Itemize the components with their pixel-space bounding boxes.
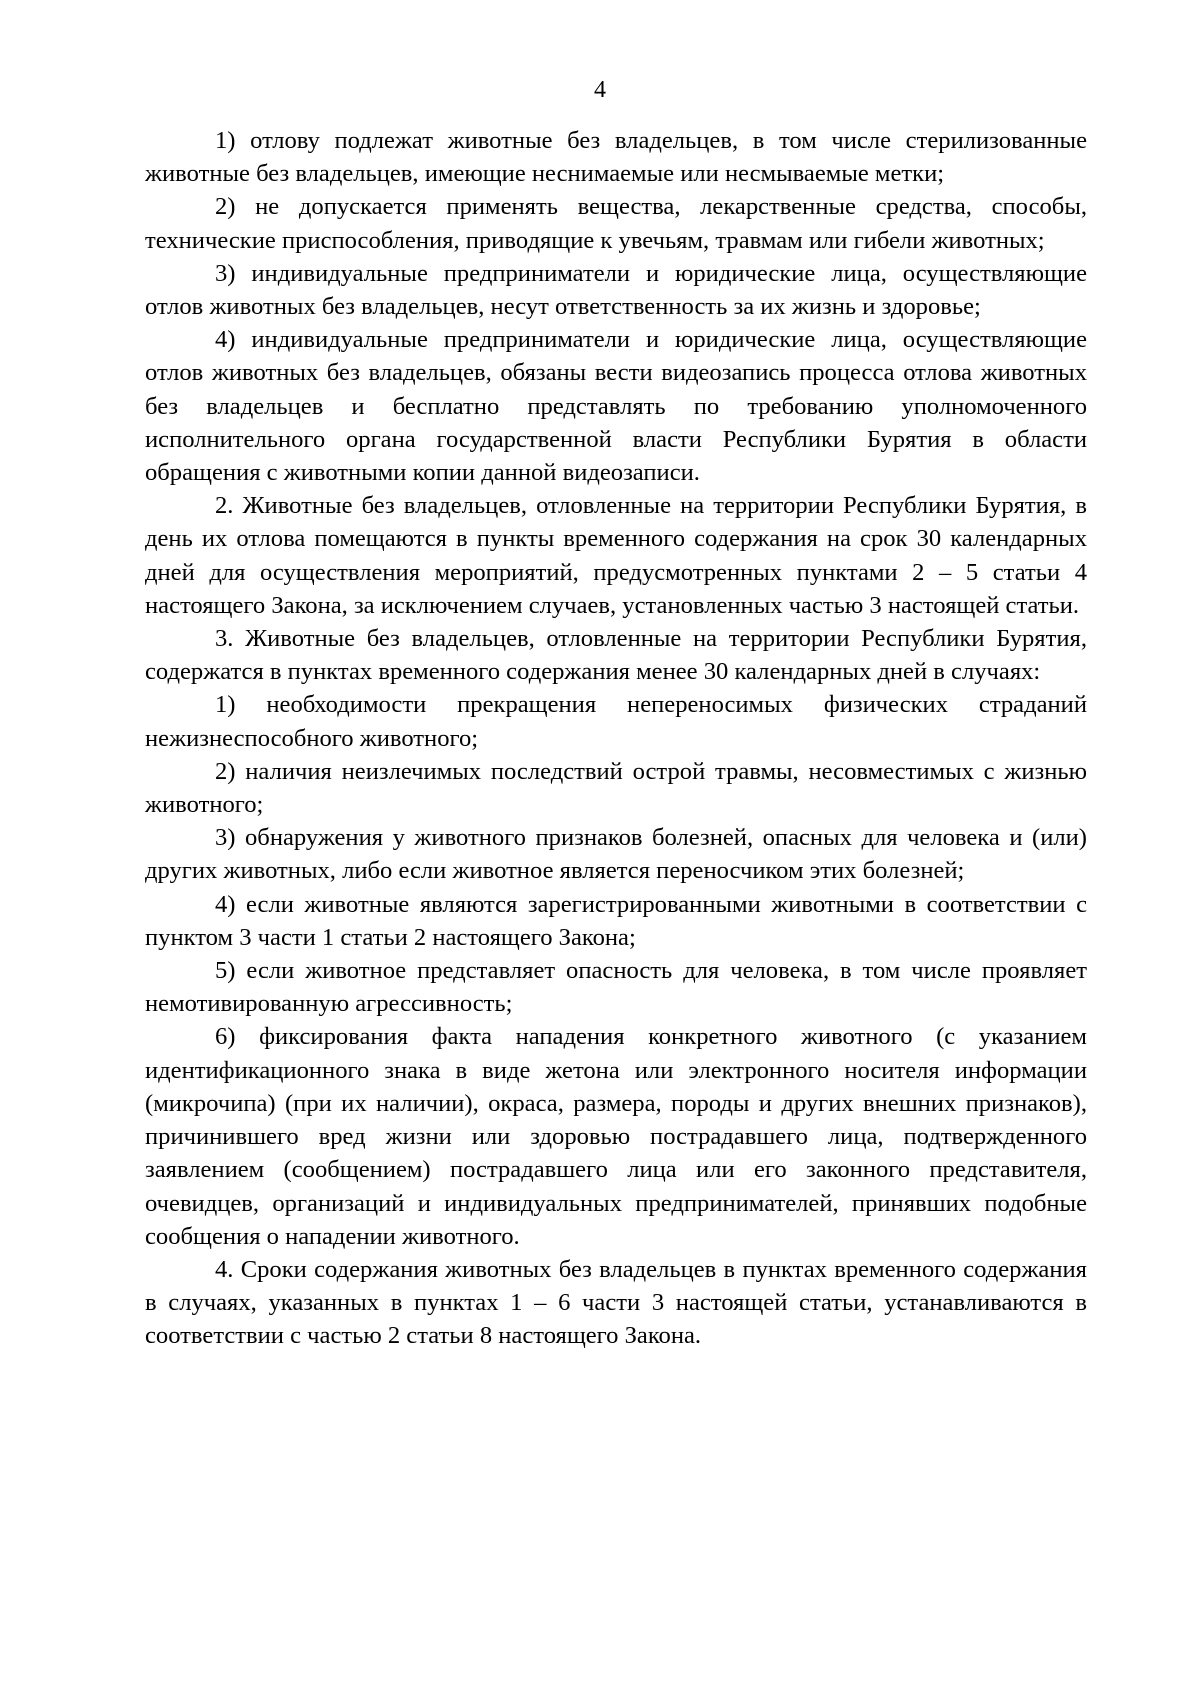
paragraph-3-1: 1) необходимости прекращения непереносимых физических страданий нежизнеспособного животного; bbox=[145, 691, 1087, 752]
paragraph-3-3: 3) обнаружения у животного признаков болезней, опасных для человека и (или) других животных, либо если животное является переносчиком этих болезней; bbox=[145, 824, 1087, 885]
paragraph-1-4: 4) индивидуальные предприниматели и юридические лица, осуществляющие отлов животных без владельцев, обязаны вести видеозапись процесса отлова животных без владельцев и бесплатно представлять по требованию уполномоченного исполнительного органа государственной власти Республики Бурятия в области обращения с животными копии данной видеозаписи. bbox=[145, 326, 1087, 487]
paragraph-3-4: 4) если животные являются зарегистрированными животными в соответствии с пунктом 3 части 1 статьи 2 настоящего Закона; bbox=[145, 890, 1087, 951]
paragraph-1-3: 3) индивидуальные предприниматели и юридические лица, осуществляющие отлов животных без владельцев, несут ответственность за их жизнь и здоровье; bbox=[145, 259, 1087, 321]
paragraph-part-4: 4. Сроки содержания животных без владельцев в пунктах временного содержания в случаях, указанных в пунктах 1 – 6 части 3 настоящей статьи, устанавливаются в соответствии с частью 2 статьи 8 настоящего Закона. bbox=[145, 1255, 1087, 1350]
page-number: 4 bbox=[594, 77, 606, 103]
paragraph-3-2: 2) наличия неизлечимых последствий острой травмы, несовместимых с жизнью животного; bbox=[145, 757, 1087, 819]
paragraph-1-2: 2) не допускается применять вещества, лекарственные средства, способы, технические приспособления, приводящие к увечьям, травмам или гибели животных; bbox=[145, 193, 1087, 254]
paragraph-part-3: 3. Животные без владельцев, отловленные на территории Республики Бурятия, содержатся в пунктах временного содержания менее 30 календарных дней в случаях: bbox=[145, 625, 1087, 686]
document-body bbox=[145, 124, 1087, 1353]
paragraph-3-5: 5) если животное представляет опасность для человека, в том числе проявляет немотивированную агрессивность; bbox=[145, 957, 1087, 1018]
paragraph-1-1: 1) отлову подлежат животные без владельцев, в том числе стерилизованные животные без владельцев, имеющие неснимаемые или несмываемые метки; bbox=[145, 127, 1087, 188]
paragraph-3-6: 6) фиксирования факта нападения конкретного животного (с указанием идентификационного знака в виде жетона или электронного носителя информации (микрочипа) (при их наличии), окраса, размера, породы и других внешних признаков), причинившего вред жизни или здоровью пострадавшего лица, подтвержденного заявлением (сообщением) пострадавшего лица или его законного представителя, очевидцев, организаций и индивидуальных предпринимателей, принявших подобные сообщения о нападении животного. bbox=[145, 1023, 1087, 1250]
paragraph-part-2: 2. Животные без владельцев, отловленные на территории Республики Бурятия, в день их отлова помещаются в пункты временного содержания на срок 30 календарных дней для осуществления мероприятий, предусмотренных пунктами 2 – 5 статьи 4 настоящего Закона, за исключением случаев, установленных частью 3 настоящей статьи. bbox=[145, 492, 1087, 619]
